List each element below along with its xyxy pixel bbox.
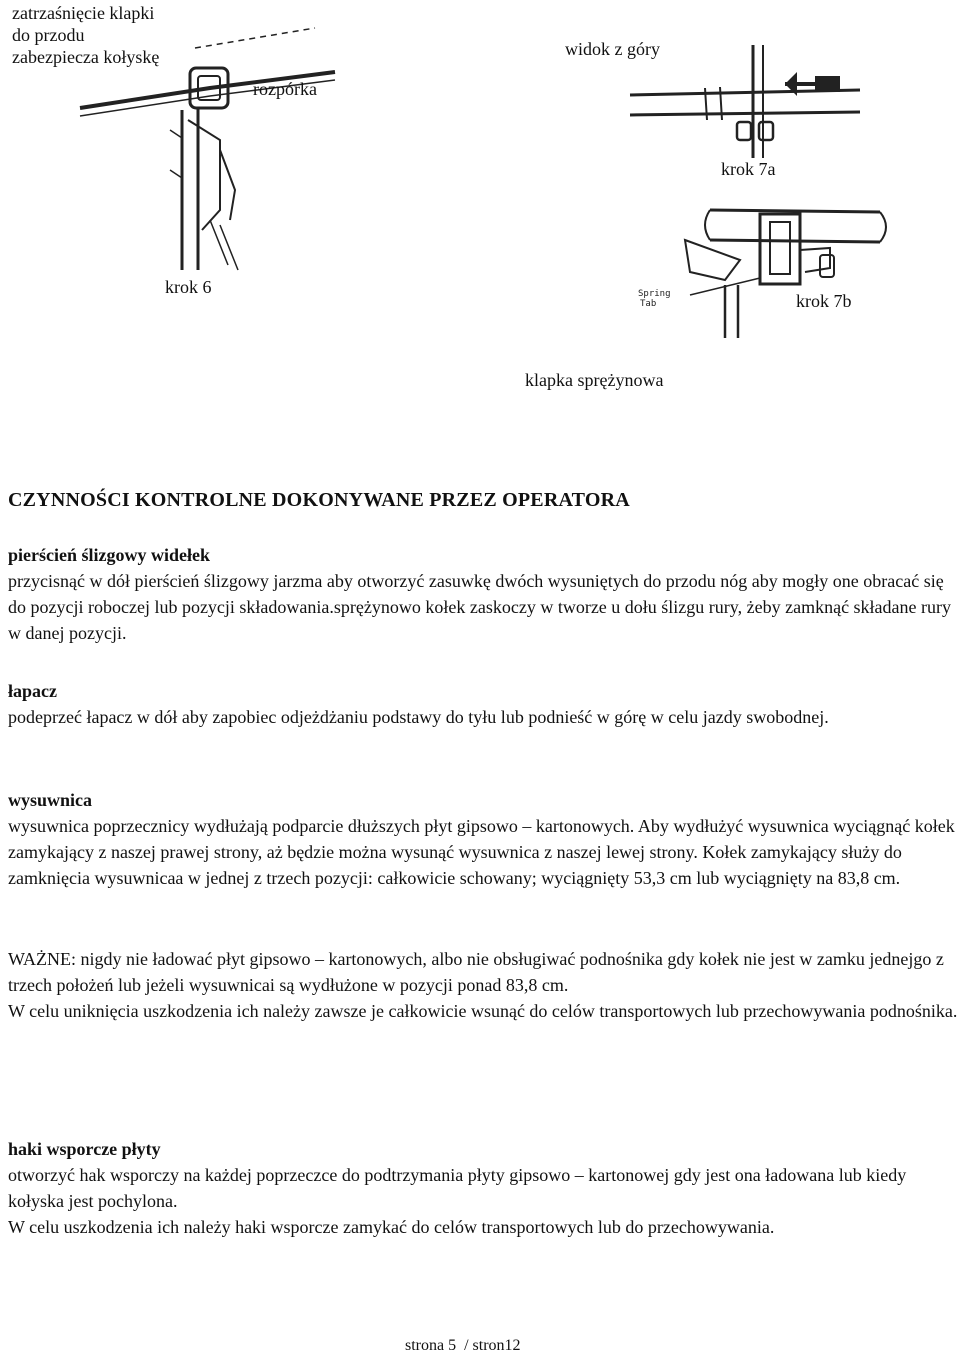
section-title: haki wsporcze płyty — [8, 1139, 161, 1159]
section-body: przycisnąć w dół pierścień ślizgowy jarzma aby otworzyć zasuwkę dwóch wysuniętych do przodu nóg aby mogły one obracać się do pozycji roboczej lub pozycji składowania.sprężynowo kołek zaskoczy w tworze u dołu ślizgu rury, żeby zamknąć składane rury w danej pozycji. — [8, 571, 952, 643]
section-body-2: W celu uszkodzenia ich należy haki wsporcze zamykać do celów transportowych lub do przechowywania. — [8, 1217, 775, 1237]
section-title: wysuwnica — [8, 790, 93, 810]
spring-tab-label: klapka sprężynowa — [525, 370, 664, 390]
step7a-caption: krok 7a — [721, 159, 776, 179]
step7b-caption: krok 7b — [796, 291, 852, 311]
section-hooks — [8, 1136, 958, 1240]
page-number: strona 5 / stron12 — [405, 1337, 521, 1354]
latch-label: zatrzaśnięcie klapki do przodu zabezpiecza kołyskę — [12, 3, 160, 67]
spreader-label: rozpórka — [253, 79, 317, 99]
section-body: wysuwnica poprzecznicy wydłużają podparcie dłuższych płyt gipsowo – kartonowych. Aby wydłużyć wysuwnica wyciągnąć kołek zamykający z naszej prawej strony, aż będzie można wysunąć wysuwnica z naszej lewej strony. Kołek zamykający służy do zamknięcia wysuwnicaa w jednej z trzech pozycji: całkowicie schowany; wyciągnięty 53,3 cm lub wyciągnięty na 83,8 cm. — [8, 816, 955, 888]
top-view-label: widok z góry — [565, 39, 660, 59]
section-title: łapacz — [8, 681, 57, 701]
section-catcher — [8, 678, 958, 730]
svg-text:Spring: Spring — [638, 289, 671, 299]
step6-caption: krok 6 — [165, 277, 212, 297]
svg-text:Tab: Tab — [640, 299, 657, 309]
page-heading: CZYNNOŚCI KONTROLNE DOKONYWANE PRZEZ OPERATORA — [8, 489, 630, 511]
important-text-2: W celu uniknięcia uszkodzenia ich należy zawsze je całkowicie wsunąć do celów transportowych lub przechowywania podnośnika. — [8, 1001, 958, 1021]
important-notice — [8, 946, 958, 1024]
section-extension — [8, 787, 958, 891]
step7b-illustration — [630, 200, 930, 340]
section-title: pierścień ślizgowy widełek — [8, 545, 210, 565]
step7a-illustration — [625, 40, 865, 160]
section-body: podeprzeć łapacz w dół aby zapobiec odjeżdżaniu podstawy do tyłu lub podnieść w górę w celu jazdy swobodnej. — [8, 707, 829, 727]
section-body: otworzyć hak wsporczy na każdej poprzeczce do podtrzymania płyty gipsowo – kartonowej gdy jest ona ładowana lub kiedy kołyska jest pochylona. — [8, 1165, 907, 1211]
important-text: WAŻNE: nigdy nie ładować płyt gipsowo – kartonowych, albo nie obsługiwać podnośnika gdy kołek nie jest w zamku jednejgo z trzech położeń lub jeżeli wysuwnicai są wydłużone w pozycji ponad 83,8 cm. — [8, 949, 944, 995]
section-slip-ring — [8, 542, 958, 646]
